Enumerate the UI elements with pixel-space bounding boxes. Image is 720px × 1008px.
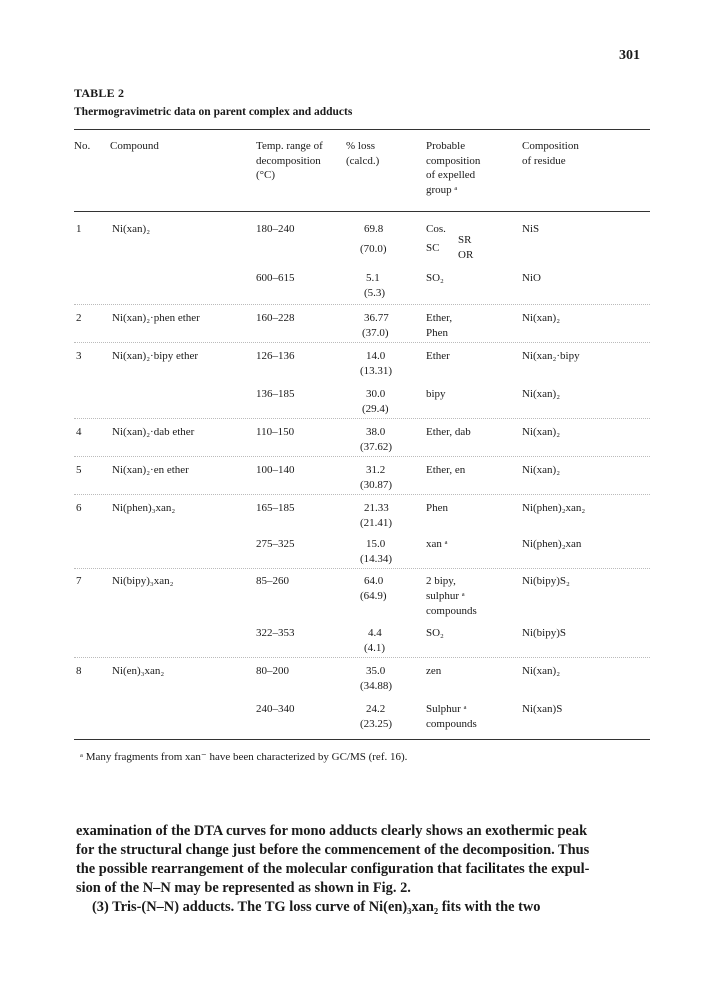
row-calcd: (21.41) bbox=[360, 517, 393, 529]
row-temp: 110–150 bbox=[256, 426, 295, 438]
row-loss: 14.0 bbox=[366, 350, 386, 362]
row-no: 2 bbox=[76, 312, 82, 324]
row-residue: NiO bbox=[522, 272, 541, 284]
row-separator bbox=[74, 568, 650, 569]
row-group: Ether, en bbox=[426, 464, 466, 476]
row-loss: 15.0 bbox=[366, 538, 386, 550]
row-calcd: (23.25) bbox=[360, 718, 393, 730]
header-probable-line: Probable bbox=[426, 140, 466, 152]
table-caption: TABLE 2 bbox=[74, 86, 125, 100]
body-line: the possible rearrangement of the molecular configuration that facilitates the expul- bbox=[76, 861, 590, 877]
row-residue: Ni(xan)₂ bbox=[522, 665, 561, 677]
header-probable bbox=[426, 139, 480, 197]
row-compound: Ni(xan)₂·dab ether bbox=[112, 426, 195, 438]
table-top-rule bbox=[74, 129, 650, 130]
header-temp-line: (°C) bbox=[256, 169, 276, 181]
header-probable-line: of expelled bbox=[426, 169, 476, 181]
row-no: 1 bbox=[76, 223, 82, 235]
row-compound: Ni(bipy)₃xan₂ bbox=[112, 575, 174, 587]
row-group: Ether, bbox=[426, 312, 453, 324]
row-temp: 240–340 bbox=[256, 703, 295, 715]
row-group-sr: SR bbox=[458, 234, 472, 246]
row-group-line2: Phen bbox=[426, 327, 448, 339]
row-separator bbox=[74, 418, 650, 419]
row-residue: Ni(xan)₂ bbox=[522, 464, 561, 476]
row-temp: 85–260 bbox=[256, 575, 289, 587]
row-group-line2: sulphur ᵃ bbox=[426, 590, 465, 602]
row-separator bbox=[74, 304, 650, 305]
row-group-sc: SC bbox=[426, 242, 440, 254]
row-group: xan ᵃ bbox=[426, 538, 448, 550]
row-temp: 100–140 bbox=[256, 464, 295, 476]
row-temp: 160–228 bbox=[256, 312, 295, 324]
body-line: for the structural change just before the commencement of the decomposition. Thus bbox=[76, 842, 590, 858]
row-group: Cos. bbox=[426, 223, 446, 235]
row-calcd: (4.1) bbox=[364, 642, 386, 654]
row-loss: 64.0 bbox=[364, 575, 384, 587]
table-title: Thermogravimetric data on parent complex and adducts bbox=[74, 106, 353, 118]
row-group-line2: compounds bbox=[426, 718, 477, 730]
row-temp: 275–325 bbox=[256, 538, 295, 550]
header-temp bbox=[256, 139, 323, 183]
row-loss: 30.0 bbox=[366, 388, 386, 400]
header-temp-line: Temp. range of bbox=[256, 140, 323, 152]
row-loss: 69.8 bbox=[364, 223, 384, 235]
row-no: 7 bbox=[76, 575, 82, 587]
row-separator bbox=[74, 456, 650, 457]
row-calcd: (64.9) bbox=[360, 590, 387, 602]
row-calcd: (30.87) bbox=[360, 479, 393, 491]
table-footnote: ᵃ Many fragments from xan⁻ have been characterized by GC/MS (ref. 16). bbox=[80, 751, 408, 763]
page-number: 301 bbox=[619, 48, 640, 63]
row-calcd: (29.4) bbox=[362, 403, 389, 415]
row-group: 2 bipy, bbox=[426, 575, 456, 587]
row-loss: 35.0 bbox=[366, 665, 386, 677]
row-temp: 165–185 bbox=[256, 502, 295, 514]
row-separator bbox=[74, 494, 650, 495]
row-residue: Ni(xan)₂ bbox=[522, 426, 561, 438]
row-temp: 322–353 bbox=[256, 627, 295, 639]
row-temp: 600–615 bbox=[256, 272, 295, 284]
header-compound: Compound bbox=[110, 140, 159, 152]
body-line: (3) Tris-(N–N) adducts. The TG loss curve of Ni(en)₃xan₂ fits with the two bbox=[92, 899, 541, 915]
row-calcd: (37.0) bbox=[362, 327, 389, 339]
row-loss: 38.0 bbox=[366, 426, 386, 438]
row-calcd: (13.31) bbox=[360, 365, 393, 377]
row-calcd: (34.88) bbox=[360, 680, 393, 692]
header-residue bbox=[522, 139, 579, 168]
row-compound: Ni(xan)₂ bbox=[112, 223, 151, 235]
row-no: 3 bbox=[76, 350, 82, 362]
row-no: 6 bbox=[76, 502, 82, 514]
row-loss: 5.1 bbox=[366, 272, 380, 284]
row-compound: Ni(en)₃xan₂ bbox=[112, 665, 165, 677]
row-calcd: (70.0) bbox=[360, 243, 387, 255]
header-probable-line: composition bbox=[426, 154, 481, 167]
header-residue-line: of residue bbox=[522, 154, 566, 167]
row-compound: Ni(phen)₃xan₂ bbox=[112, 502, 176, 514]
row-compound: Ni(xan)₂·phen ether bbox=[112, 312, 200, 324]
header-loss-line: (calcd.) bbox=[346, 154, 380, 167]
row-residue: NiS bbox=[522, 223, 540, 235]
row-loss: 21.33 bbox=[364, 502, 389, 514]
header-no: No. bbox=[74, 140, 91, 152]
row-separator bbox=[74, 657, 650, 658]
row-loss: 31.2 bbox=[366, 464, 386, 476]
row-residue: Ni(xan)₂ bbox=[522, 312, 561, 324]
body-line: examination of the DTA curves for mono adducts clearly shows an exothermic peak bbox=[76, 823, 588, 839]
header-loss bbox=[346, 139, 379, 168]
row-group: SO₂ bbox=[426, 272, 444, 284]
row-group-or: OR bbox=[458, 249, 474, 261]
row-loss: 24.2 bbox=[366, 703, 386, 715]
row-no: 4 bbox=[76, 426, 82, 438]
row-residue: Ni(bipy)S bbox=[522, 627, 566, 639]
row-compound: Ni(xan)₂·en ether bbox=[112, 464, 189, 476]
row-temp: 180–240 bbox=[256, 223, 295, 235]
row-group-line3: compounds bbox=[426, 605, 477, 617]
row-group: zen bbox=[426, 665, 442, 677]
row-separator bbox=[74, 342, 650, 343]
row-residue: Ni(xan₂·bipy bbox=[522, 350, 580, 362]
row-temp: 126–136 bbox=[256, 350, 295, 362]
row-temp: 80–200 bbox=[256, 665, 289, 677]
row-group: Ether bbox=[426, 350, 450, 362]
row-group: Ether, dab bbox=[426, 426, 471, 438]
body-line: sion of the N–N may be represented as shown in Fig. 2. bbox=[76, 880, 411, 896]
row-group: Sulphur ᵃ bbox=[426, 703, 467, 715]
row-loss: 36.77 bbox=[364, 312, 389, 324]
row-residue: Ni(phen)₂xan₂ bbox=[522, 502, 586, 514]
row-residue: Ni(xan)S bbox=[522, 703, 563, 715]
header-probable-line: group ᵃ bbox=[426, 183, 458, 196]
row-no: 5 bbox=[76, 464, 82, 476]
row-compound: Ni(xan)₂·bipy ether bbox=[112, 350, 198, 362]
row-calcd: (37.62) bbox=[360, 441, 393, 453]
row-group: SO₂ bbox=[426, 627, 444, 639]
row-temp: 136–185 bbox=[256, 388, 295, 400]
header-temp-line: decomposition bbox=[256, 154, 321, 167]
row-group: Phen bbox=[426, 502, 448, 514]
row-group: bipy bbox=[426, 388, 446, 400]
row-calcd: (5.3) bbox=[364, 287, 386, 299]
row-loss: 4.4 bbox=[368, 627, 382, 639]
row-residue: Ni(bipy)S₂ bbox=[522, 575, 570, 587]
table-bottom-rule bbox=[74, 739, 650, 740]
row-calcd: (14.34) bbox=[360, 553, 393, 565]
header-residue-line: Composition bbox=[522, 140, 579, 152]
header-bottom-rule bbox=[74, 211, 650, 212]
row-residue: Ni(phen)₂xan bbox=[522, 538, 582, 550]
header-loss-line: % loss bbox=[346, 140, 376, 152]
row-residue: Ni(xan)₂ bbox=[522, 388, 561, 400]
row-no: 8 bbox=[76, 665, 82, 677]
